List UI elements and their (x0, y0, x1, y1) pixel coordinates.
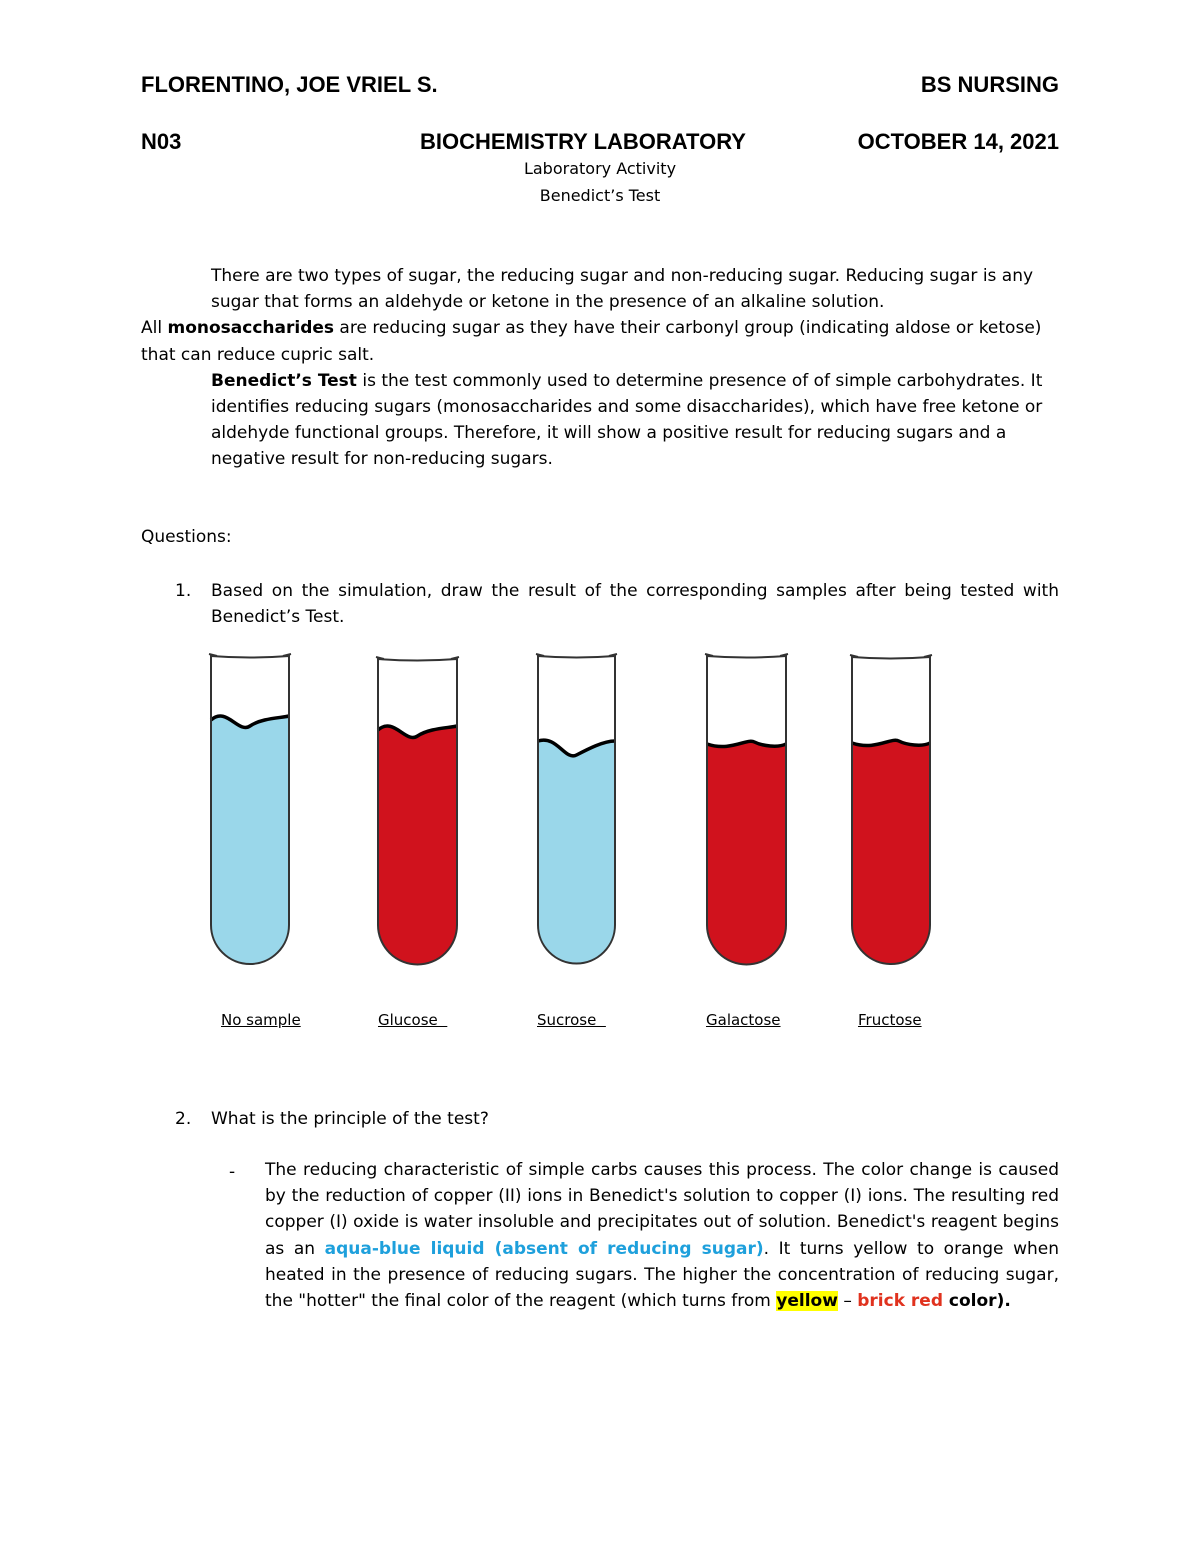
tube-label-glucose: Glucose (378, 1011, 448, 1029)
question-1-number: 1. (175, 581, 192, 601)
answer-brick-red: brick red (857, 1291, 943, 1312)
answer-part-3: color). (943, 1291, 1011, 1312)
answer-en-dash: – (837, 1291, 858, 1312)
intro-section (141, 263, 1066, 473)
answer-aqua-blue: aqua-blue liquid (absent of reducing sugar) (324, 1238, 764, 1259)
test-tubes-figure (0, 640, 1200, 980)
answer-dash: - (229, 1162, 236, 1182)
question-2-answer (265, 1157, 1059, 1314)
intro-paragraph-2 (141, 315, 1066, 367)
tube-liquid-1 (211, 716, 289, 964)
answer-part-1: The reducing characteristic of simple carbs causes this process. The color change is caused by the reduction of copper (II) ions in Benedict's solution to copper (I) ions. The resulting red copper (I) oxide is water insoluble and precipitates out of solution. Benedict's reagent begins as an (265, 1160, 1059, 1259)
activity-date: OCTOBER 14, 2021 (857, 129, 1059, 154)
tube-label-sucrose: Sucrose (537, 1011, 606, 1029)
question-2-number: 2. (175, 1109, 192, 1129)
question-1-text: Based on the simulation, draw the result of the corresponding samples after being tested with Benedict’s Test. (211, 581, 1059, 628)
questions-heading: Questions: (141, 527, 232, 547)
tube-liquid-5 (852, 740, 930, 964)
monosaccharides-term: monosaccharides (167, 318, 335, 339)
subject-title: BIOCHEMISTRY LABORATORY (420, 129, 746, 154)
tube-liquid-3 (538, 740, 615, 963)
activity-type: Laboratory Activity (523, 159, 677, 178)
tube-liquid-2 (378, 726, 457, 965)
student-name: FLORENTINO, JOE VRIEL S. (141, 72, 438, 97)
course: BS NURSING (920, 72, 1059, 97)
intro-paragraph-1: There are two types of sugar, the reducing sugar and non-reducing sugar. Reducing sugar is any sugar that forms an aldehyde or ketone in the presence of an alkaline solution. (211, 266, 1034, 313)
tube-liquid-4 (707, 741, 786, 964)
question-2-text: What is the principle of the test? (211, 1109, 489, 1129)
intro-p2-post: are reducing sugar as they have their carbonyl group (indicating aldose or ketose) that can reduce cupric salt. (141, 318, 1042, 365)
tube-label-galactose: Galactose (706, 1011, 781, 1029)
benedicts-test-term: Benedict’s Test (211, 370, 357, 391)
section: N03 (141, 129, 182, 154)
intro-paragraph-3 (141, 368, 1066, 473)
intro-p2-pre: All (141, 318, 168, 339)
answer-yellow-highlight: yellow (776, 1291, 838, 1312)
tube-label-no-sample: No sample (221, 1011, 301, 1029)
intro-p3-post: is the test commonly used to determine presence of of simple carbohydrates. It identifies reducing sugars (monosaccharides and some disaccharides), which have free ketone or aldehyde functional groups. Therefore, it will show a positive result for reducing sugars and a negative result for non-reducing sugars. (211, 370, 1043, 470)
answer-part-2: . It turns yellow to orange when heated in the presence of reducing sugars. The higher the concentration of reducing sugar, the "hotter" the final color of the reagent (which turns from (265, 1238, 1059, 1312)
activity-title: Benedict’s Test (539, 186, 661, 205)
tube-label-fructose: Fructose (858, 1011, 922, 1029)
